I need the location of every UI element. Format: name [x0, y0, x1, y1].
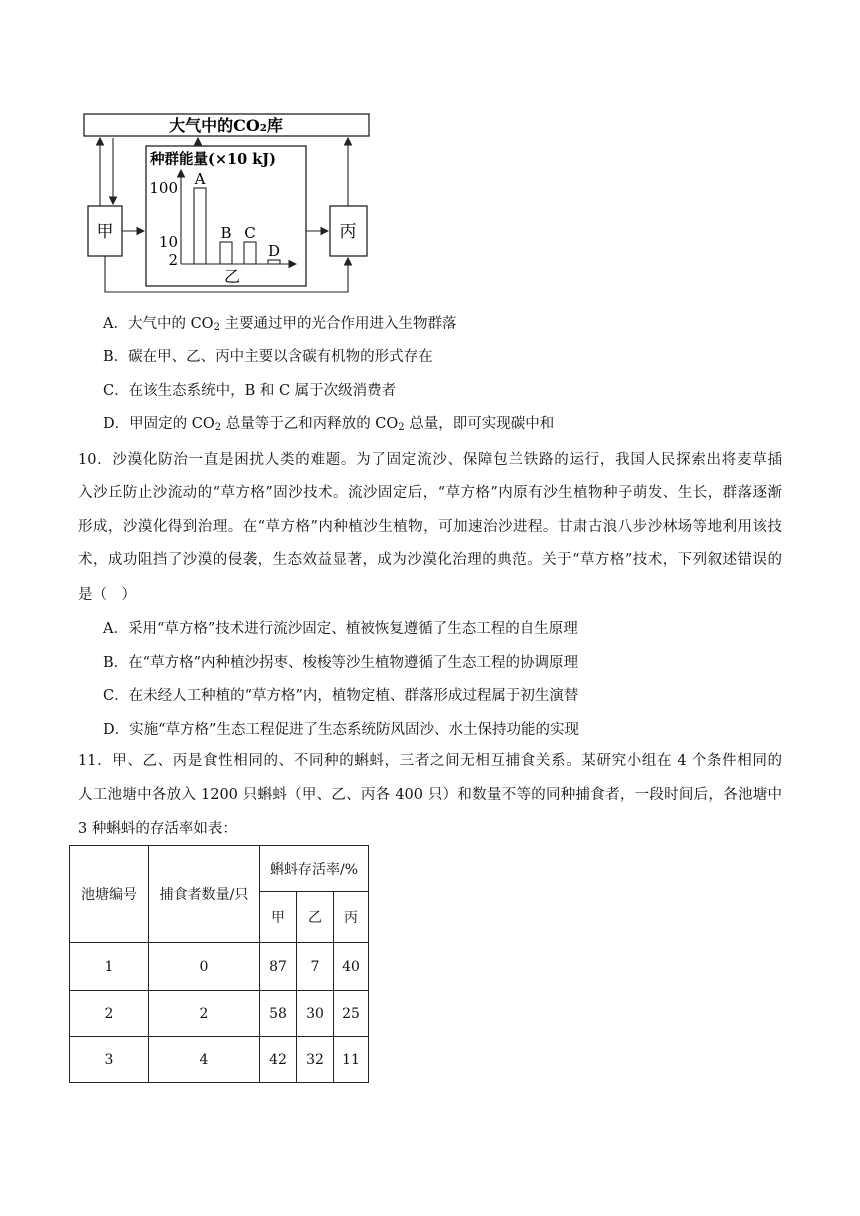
cell: 32 [297, 1037, 334, 1083]
q10-line-5: 是（ ） [78, 587, 136, 603]
cell: 42 [260, 1037, 297, 1083]
bar-label-D: D [267, 242, 281, 260]
cell: 7 [297, 943, 334, 991]
food-web-diagram [80, 108, 380, 300]
q10-line-2: 入沙丘防止沙流动的“草方格”固沙技术。流沙固定后，“草方格”内原有沙生植物种子萌发、生长，群落逐渐 [78, 485, 782, 501]
q11-line-3: 3 种蝌蚪的存活率如表： [78, 821, 237, 837]
q10-option-a: A．采用“草方格”技术进行流沙固定、植被恢复遵循了生态工程的自生原理 [103, 621, 578, 637]
header-species-jia: 甲 [260, 892, 297, 943]
q10-option-b: B．在“草方格”内种植沙拐枣、梭梭等沙生植物遵循了生态工程的协调原理 [103, 655, 578, 671]
y-tick-label-2: 2 [168, 251, 178, 269]
decomposer-label: 丙 [339, 222, 357, 242]
cell: 87 [260, 943, 297, 991]
q10-option-c: C．在未经人工种植的“草方格”内，植物定植、群落形成过程属于初生演替 [103, 688, 579, 704]
bar-A [194, 188, 206, 264]
cell: 2 [149, 991, 260, 1037]
header-species-yi: 乙 [297, 892, 334, 943]
header-pond-id: 池塘编号 [70, 846, 149, 943]
x-axis-label: 乙 [223, 267, 241, 286]
q9-option-a: A．大气中的 $CO_2$ 主要通过甲的光合作用进入生物群落 [103, 316, 457, 333]
q10-option-d: D．实施“草方格”生态工程促进了生态系统防风固沙、水土保持功能的实现 [103, 722, 579, 738]
table-row [70, 991, 369, 1037]
cell: 11 [334, 1037, 369, 1083]
cell: 58 [260, 991, 297, 1037]
bar-label-C: C [244, 224, 256, 242]
cell: 25 [334, 991, 369, 1037]
q9-option-b: B．碳在甲、乙、丙中主要以含碳有机物的形式存在 [103, 349, 433, 365]
q11-line-2: 人工池塘中各放入 1200 只蝌蚪（甲、乙、丙各 400 只）和数量不等的同种捕食者，一段时间后，各池塘中 [78, 787, 782, 803]
header-species-bing: 丙 [334, 892, 369, 943]
co2-pool-label: 大气中的CO₂库 [169, 116, 283, 135]
bar-label-A: A [194, 170, 206, 188]
cell: 3 [70, 1037, 149, 1083]
bar-C [244, 242, 256, 264]
q9-option-c: C．在该生态系统中，B 和 C 属于次级消费者 [103, 383, 397, 399]
table-row [70, 1037, 369, 1083]
q10-line-4: 术，成功阻挡了沙漠的侵袭，生态效益显著，成为沙漠化治理的典范。关于“草方格”技术，下列叙述错误的 [78, 552, 782, 568]
chart-title: 种群能量(×10 kJ) [150, 151, 277, 168]
bar-label-B: B [220, 224, 232, 242]
diagram-svg [80, 108, 380, 300]
y-tick-label-10: 10 [158, 233, 178, 251]
producer-label: 甲 [96, 222, 114, 242]
bar-D [268, 260, 280, 264]
cell: 4 [149, 1037, 260, 1083]
cell: 0 [149, 943, 260, 991]
bar-B [220, 242, 232, 264]
cell: 40 [334, 943, 369, 991]
survival-table [69, 845, 369, 1083]
y-tick-label-100: 100 [149, 179, 178, 197]
cell: 30 [297, 991, 334, 1037]
q11-line-1: 11．甲、乙、丙是食性相同的、不同种的蝌蚪，三者之间无相互捕食关系。某研究小组在 4 个条件相同的 [78, 753, 782, 769]
cell: 2 [70, 991, 149, 1037]
header-predator-count: 捕食者数量/只 [149, 846, 260, 943]
q10-line-1: 10．沙漠化防治一直是困扰人类的难题。为了固定流沙、保障包兰铁路的运行，我国人民探索出将麦草插 [78, 452, 782, 468]
table-row [70, 943, 369, 991]
cell: 1 [70, 943, 149, 991]
q9-option-d: D．甲固定的 $CO_2$ 总量等于乙和丙释放的 $CO_2$ 总量，即可实现碳中和 [103, 416, 555, 433]
q10-line-3: 形成，沙漠化得到治理。在“草方格”内种植沙生植物，可加速治沙进程。甘肃古浪八步沙林场等地利用该技 [78, 519, 782, 535]
header-survival-rate: 蝌蚪存活率/% [260, 846, 369, 892]
